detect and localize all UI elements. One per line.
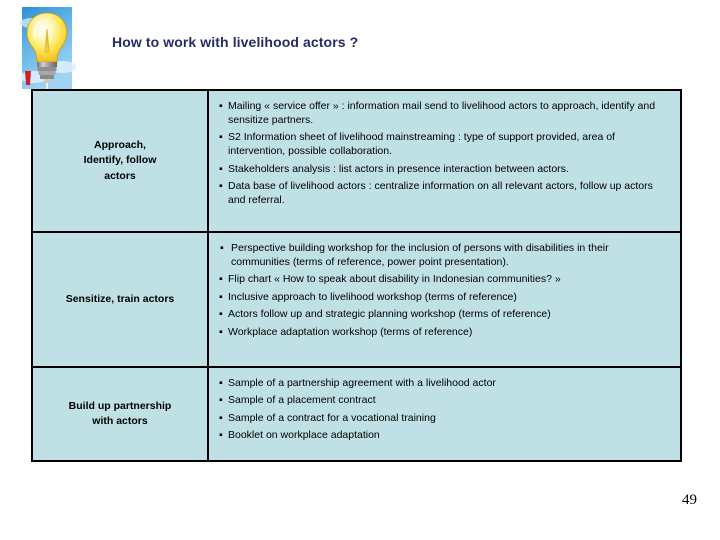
phase-label-line: Approach, xyxy=(94,139,146,152)
phase-label-line: Sensitize, train actors xyxy=(65,292,175,305)
bullet-icon: ▪ xyxy=(219,180,223,193)
list-item-text: Inclusive approach to livelihood workshop (terms of reference) xyxy=(228,290,517,303)
list-item-text: Sample of a partnership agreement with a livelihood actor xyxy=(228,377,496,389)
phase-label-cell xyxy=(32,367,208,461)
list-item xyxy=(219,291,666,305)
livelihood-actors-table xyxy=(31,89,682,462)
list-item-text: Sample of a contract for a vocational training xyxy=(228,411,436,424)
phase-label-line: with actors xyxy=(92,415,148,427)
list-item xyxy=(219,180,666,208)
table-row xyxy=(32,367,681,461)
list-item-text: Actors follow up and strategic planning workshop (terms of reference) xyxy=(228,308,551,321)
table-row xyxy=(32,232,681,367)
bullet-icon: ▪ xyxy=(219,290,223,303)
list-item xyxy=(219,100,666,128)
bullet-icon: ▪ xyxy=(219,273,223,286)
list-item-text: Sample of a placement contract xyxy=(228,394,376,407)
phase-label xyxy=(33,393,207,435)
list-item-text: Stakeholders analysis : list actors in presence interaction between actors. xyxy=(228,162,569,175)
phase-items-cell xyxy=(208,367,681,461)
list-item-text: Data base of livelihood actors : centralize information on all relevant actors, follow up actors and referral. xyxy=(228,180,653,207)
list-item-text: Workplace adaptation workshop (terms of reference) xyxy=(228,325,473,338)
item-list xyxy=(209,368,680,452)
phase-items-cell xyxy=(208,90,681,232)
list-item xyxy=(219,429,666,443)
table-row xyxy=(32,90,681,232)
bullet-icon: ▪ xyxy=(219,131,223,144)
list-item-text: Mailing « service offer » : information mail send to livelihood actors to approach, identify and sensitize partners. xyxy=(228,100,656,126)
list-item xyxy=(219,377,666,391)
phase-label-cell xyxy=(32,232,208,367)
list-item-text: S2 Information sheet of livelihood mainstreaming : type of support provided, area of intervention, possible collaboration. xyxy=(228,131,615,158)
bullet-icon: ▪ xyxy=(219,411,223,424)
list-item xyxy=(219,242,666,270)
list-item xyxy=(219,394,666,408)
list-item xyxy=(219,163,666,177)
phase-label xyxy=(33,286,207,313)
bullet-icon: ▪ xyxy=(219,100,223,112)
item-list xyxy=(209,91,680,217)
bullet-icon: ▪ xyxy=(219,325,223,338)
phase-label xyxy=(33,132,207,190)
phase-label-cell xyxy=(32,90,208,232)
bullet-icon: ▪ xyxy=(219,394,223,407)
bullet-icon: ▪ xyxy=(219,377,223,389)
item-list xyxy=(209,233,680,349)
list-item xyxy=(219,412,666,426)
lightbulb-icon xyxy=(18,7,76,89)
phase-items-cell xyxy=(208,232,681,367)
list-item xyxy=(219,326,666,340)
list-item-text: Booklet on workplace adaptation xyxy=(228,429,380,442)
bullet-icon: ▪ xyxy=(220,242,224,254)
bullet-icon: ▪ xyxy=(219,308,223,321)
bullet-icon: ▪ xyxy=(219,429,223,442)
phase-label-line: actors xyxy=(104,169,136,182)
phase-label-line: Identify, follow xyxy=(83,154,157,167)
list-item-text: Perspective building workshop for the inclusion of persons with disabilities in their communities (terms of reference, power point presentation). xyxy=(231,242,609,268)
page-number: 49 xyxy=(682,492,697,508)
bullet-icon: ▪ xyxy=(219,162,223,175)
list-item xyxy=(219,131,666,159)
list-item xyxy=(219,308,666,322)
phase-label-line: Build up partnership xyxy=(68,399,172,412)
list-item-text: Flip chart « How to speak about disability in Indonesian communities? » xyxy=(228,273,561,286)
list-item xyxy=(219,273,666,287)
page-title: How to work with livelihood actors ? xyxy=(112,34,359,50)
